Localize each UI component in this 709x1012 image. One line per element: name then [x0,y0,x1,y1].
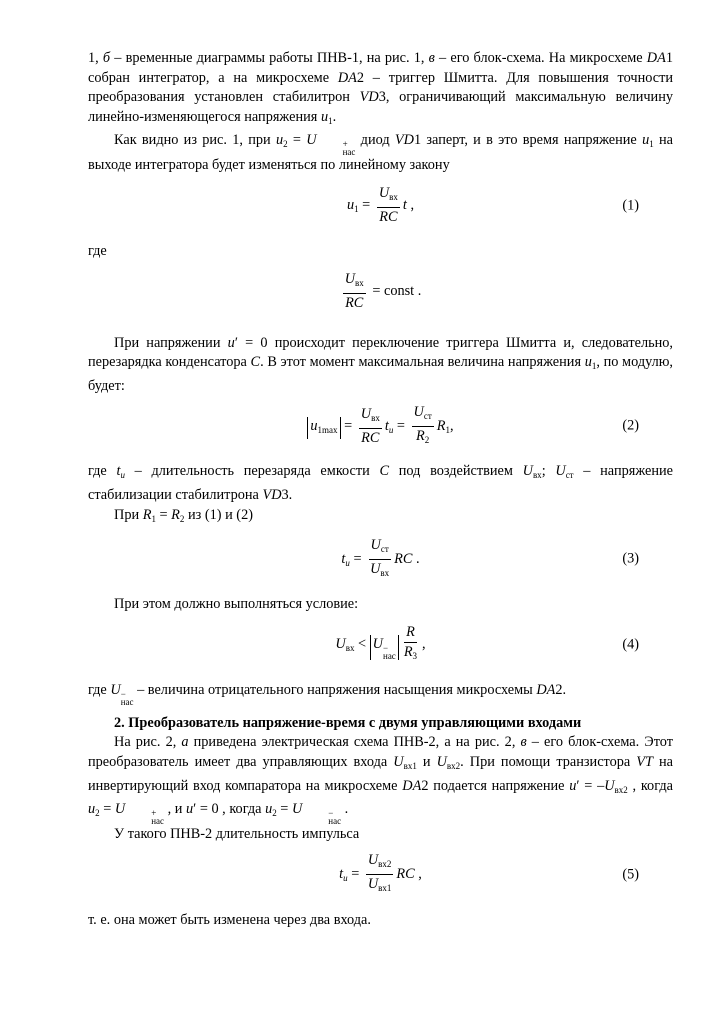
equation-4: $U_{вх} < U$ − нас $\frac{R}{R_3}$ , (4) [335,624,639,662]
paragraph-1: 1, б – временные диаграммы работы ПНВ-1, на рис. 1, в – его блок-схема. На микросхеме DA1 собран интегратор, а на микросхеме DA2 – триггер Шмитта. Для повышения точности преобразования установлен стабилитрон VD3, ограничивающий максимальную величину линейно-изменяющегося напряжения $u_1$. [88,50,674,126]
equation-const: $\frac{U_{вх}}{RC}$ = const . [344,271,422,312]
paragraph-4: где $t_и$ – длительность перезаряда емкости C под воздействием $U_{вх}$; $U_{ст}$ – напряжение стабилизации стабилитрона VD3. [88,463,674,503]
section-heading-2: 2. Преобразователь напряжение-время с двумя управляющими входами [114,714,582,731]
equation-2-number: (2) [622,417,639,434]
equation-1-number: (1) [622,197,639,214]
equation-3: $t_и$ = $\frac{U_{ст}}{U_{вх}}$ RC . (3) [341,536,639,578]
equation-5-number: (5) [622,866,639,883]
equation-3-number: (3) [622,550,639,567]
paragraph-5: При $R_1 = R_2$ из (1) и (2) [114,506,253,524]
const-text: = const . [372,282,422,299]
document-page [88,49,673,930]
equation-5: $t_и$ = $\frac{U_{вх2}}{U_{вх1}}$ RC , (5) [339,852,639,894]
where-label-1: где [88,242,107,259]
paragraph-10: т. е. она может быть изменена через два входа. [88,911,371,928]
paragraph-2: Как видно из рис. 1, при $u_2 = U$ + нас диод VD1 заперт, и в это время напряжение $u_1$ на выходе интегратора будет изменяться по линейному закону [88,132,673,174]
equation-4-number: (4) [622,636,639,653]
paragraph-3: При напряжении u′ = 0 происходит переключение триггера Шмитта и, следовательно, перезарядка конденсатора C. В этот момент максимальная величина напряжения $u_1$, по модулю, будет: [88,334,673,394]
equation-1: $u_1$ = $\frac{U_{вх}}{RC}$ t , (1) [346,185,639,226]
paragraph-6: При этом должно выполняться условие: [114,596,359,613]
paragraph-9: У такого ПНВ-2 длительность импульса [114,826,360,843]
equation-2: $u_{1max}$ = $\frac{U_{вх}}{RC}$ $t_и$ = $\frac{U_{ст}}{R_2}$ $R_1$, (2) [88,404,673,448]
paragraph-8: На рис. 2, а приведена электрическая схема ПНВ-2, а на рис. 2, в – его блок-схема. Этот преобразователь имеет два управляющих входа $U_{вх1}$ и $U_{вх2}$. При помощи транзистора VT на инвертирующий вход компаратора на микросхеме DA2 подается напряжение $u' = -U_{вх2}$ , когда $u_2 = U$ + нас , и u′ = 0 , когда $u_2 = U$ − нас . [88,734,673,827]
paragraph-7: где U − нас – величина отрицательного напряжения насыщения микросхемы DA2. [88,681,567,707]
